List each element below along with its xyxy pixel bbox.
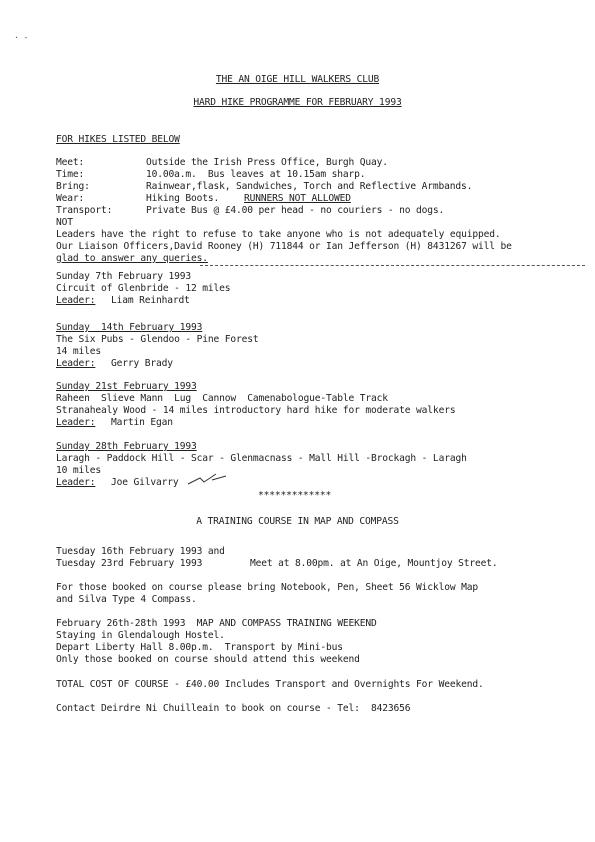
- handwritten-scribble: [186, 472, 230, 490]
- training-date-2: Tuesday 23rd February 1993: [56, 558, 203, 569]
- weekend-line-4: Only those booked on course should attend this weekend: [56, 654, 360, 665]
- leaders-notice: Leaders have the right to refuse to take anyone who is not adequately equipped.: [56, 229, 501, 240]
- hike-3-route-1: Raheen Slieve Mann Lug Cannow Camenabologue-Table Track: [56, 393, 388, 404]
- weekend-line-3: Depart Liberty Hall 8.00p.m. Transport by Mini-bus: [56, 642, 343, 653]
- hike-2-route-2: 14 miles: [56, 346, 102, 357]
- transport-value: Private Bus @ £4.00 per head - no couriers - no dogs.: [146, 205, 445, 216]
- liaison-line-2: glad to answer any queries.: [56, 253, 208, 264]
- stars-separator: *************: [258, 490, 332, 501]
- hike-4-leader-label: Leader:: [56, 477, 96, 488]
- weekend-line-2: Staying in Glendalough Hostel.: [56, 630, 225, 641]
- programme-title: HARD HIKE PROGRAMME FOR FEBRUARY 1993: [193, 97, 402, 108]
- hike-1-date: Sunday 7th February 1993: [56, 271, 192, 282]
- hike-1-leader: Liam Reinhardt: [111, 295, 190, 306]
- training-bring-1: For those booked on course please bring Notebook, Pen, Sheet 56 Wicklow Map: [56, 582, 478, 593]
- hike-3-date: Sunday 21st February 1993: [56, 381, 197, 392]
- hike-4-date: Sunday 28th February 1993: [56, 441, 197, 452]
- wear-value: Hiking Boots.: [146, 193, 220, 204]
- training-bring-2: and Silva Type 4 Compass.: [56, 594, 197, 605]
- hike-2-leader-label: Leader:: [56, 358, 96, 369]
- hike-4-route-1: Laragh - Paddock Hill - Scar - Glenmacnass - Mall Hill -Brockagh - Laragh: [56, 453, 467, 464]
- hike-2-route-1: The Six Pubs - Glendoo - Pine Forest: [56, 334, 259, 345]
- intro-heading: FOR HIKES LISTED BELOW: [56, 134, 180, 145]
- weekend-line-1: February 26th-28th 1993 MAP AND COMPASS TRAINING WEEKEND: [56, 618, 377, 629]
- not-label: NOT: [56, 217, 73, 228]
- wear-label: Wear:: [56, 193, 85, 204]
- liaison-line-1: Our Liaison Officers,David Rooney (H) 711844 or Ian Jefferson (H) 8431267 will be: [56, 241, 512, 252]
- meet-value: Outside the Irish Press Office, Burgh Quay.: [146, 157, 388, 168]
- training-title: A TRAINING COURSE IN MAP AND COMPASS: [196, 516, 399, 527]
- hike-3-leader-label: Leader:: [56, 417, 96, 428]
- course-cost: TOTAL COST OF COURSE - £40.00 Includes Transport and Overnights For Weekend.: [56, 679, 484, 690]
- section-divider: [200, 265, 585, 266]
- bring-label: Bring:: [56, 181, 90, 192]
- hike-1-leader-label: Leader:: [56, 295, 96, 306]
- bring-value: Rainwear,flask, Sandwiches, Torch and Reflective Armbands.: [146, 181, 473, 192]
- hike-2-date: Sunday 14th February 1993: [56, 322, 203, 333]
- club-title: THE AN OIGE HILL WALKERS CLUB: [215, 74, 380, 85]
- training-meet: Meet at 8.00pm. at An Oige, Mountjoy Street.: [250, 558, 498, 569]
- hike-4-route-2: 10 miles: [56, 465, 102, 476]
- training-date-1: Tuesday 16th February 1993 and: [56, 546, 225, 557]
- corner-marks: · -: [14, 33, 29, 42]
- wear-warning: RUNNERS NOT ALLOWED: [244, 193, 351, 204]
- time-label: Time:: [56, 169, 85, 180]
- contact-line: Contact Deirdre Ni Chuilleain to book on course - Tel: 8423656: [56, 703, 411, 714]
- time-value: 10.00a.m. Bus leaves at 10.15am sharp.: [146, 169, 366, 180]
- meet-label: Meet:: [56, 157, 85, 168]
- hike-2-leader: Gerry Brady: [111, 358, 173, 369]
- hike-1-route: Circuit of Glenbride - 12 miles: [56, 283, 231, 294]
- transport-label: Transport:: [56, 205, 113, 216]
- hike-3-route-2: Stranahealy Wood - 14 miles introductory hard hike for moderate walkers: [56, 405, 456, 416]
- hike-3-leader: Martin Egan: [111, 417, 173, 428]
- hike-4-leader: Joe Gilvarry: [111, 477, 179, 488]
